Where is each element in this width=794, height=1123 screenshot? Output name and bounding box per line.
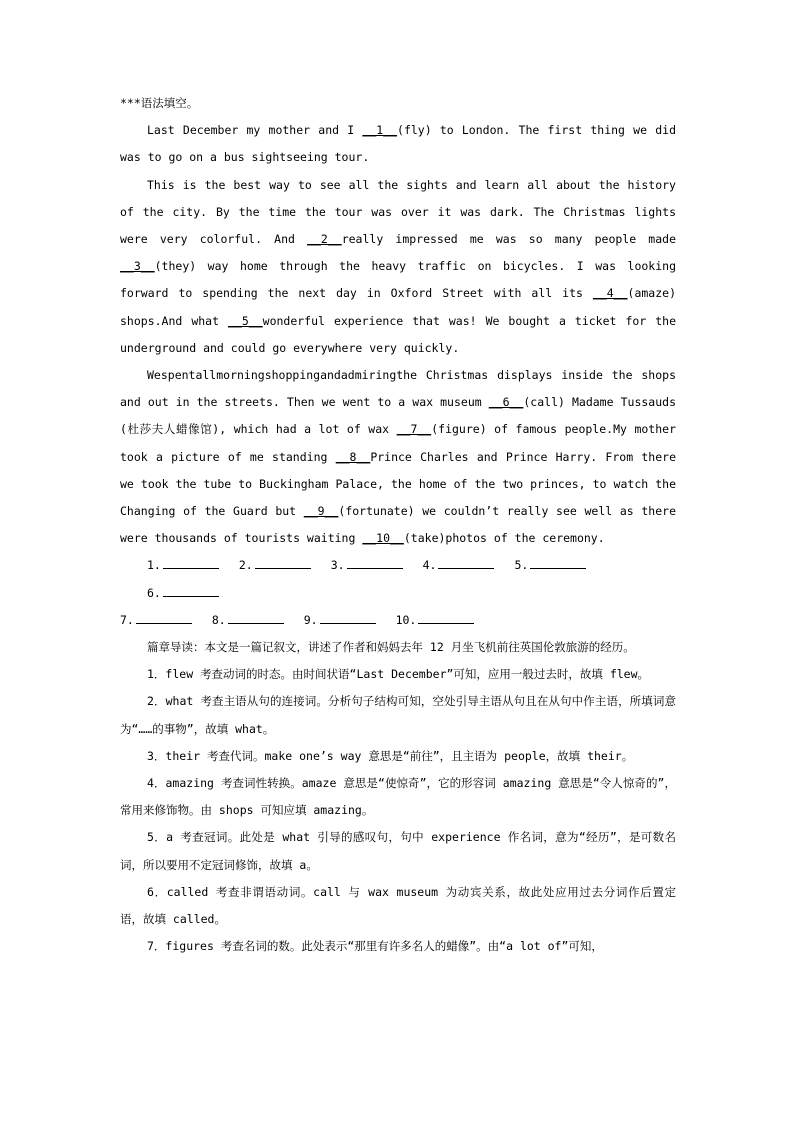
answer-slot[interactable]: 3. [331, 552, 403, 579]
answer-slot[interactable]: 10. [396, 607, 475, 634]
blank-3[interactable]: __3__ [120, 259, 155, 274]
answer-slot[interactable]: 4. [423, 552, 495, 579]
answer-slot[interactable]: 6. [147, 580, 219, 607]
answer-key-2: 2．what 考查主语从句的连接词。分析句子结构可知，空处引导主语从句且在从句中作主语，所填词意为“……的事物”，故填 what。 [120, 694, 676, 736]
answer-slot[interactable]: 1. [147, 552, 219, 579]
blank-5[interactable]: __5__ [228, 313, 263, 328]
answer-key-5: 5．a 考查冠词。此处是 what 引导的感叹句，句中 experience 作名词，意为“经历”，是可数名词，所以要用不定冠词修饰，故填 a。 [120, 830, 676, 872]
blank-6[interactable]: __6__ [488, 395, 524, 410]
answer-slot[interactable]: 9. [304, 607, 376, 634]
answer-slot[interactable]: 2. [239, 552, 311, 579]
answer-key-7: 7．figures 考查名词的数。此处表示“那里有许多名人的蜡像”。由“a lot of”可知， [147, 939, 603, 954]
blank-4[interactable]: __4__ [592, 286, 628, 301]
answer-key-4: 4．amazing 考查词性转换。amaze 意思是“使惊奇”，它的形容词 amazing 意思是“令人惊奇的”，常用来修饰物。由 shops 可知应填 amazing。 [120, 776, 676, 818]
section-heading: ***语法填空。 [120, 96, 199, 110]
answer-slot[interactable]: 5. [514, 552, 586, 579]
blank-9[interactable]: __9__ [303, 504, 339, 519]
answer-key-6: 6．called 考查非谓语动词。call 与 wax museum 为动宾关系，故此处应用过去分词作后置定语，故填 called。 [120, 884, 677, 927]
blank-7[interactable]: __7__ [396, 422, 432, 437]
passage-paragraph-3: Wespentallmorningshoppingandadmiringthe Christmas displays inside the shops and out in the streets. Then we went to a wax museum __6__(call) Madame Tussauds (杜莎夫人蜡像馆), which had a lot of wax __7__(figure) of famous people.My mother took a picture of me standing __8__Prince Charles and Prince Harry. From there we took the tube to Buckingham Palace, the home of the two princes, to watch the Changing of the Guard but __9__(fortunate) we couldn’t really see well as there were thousands of tourists waiting __10__(take)photos of the ceremony. [120, 368, 677, 546]
blank-1[interactable]: __1__ [362, 123, 398, 138]
passage-guide: 篇章导读：本文是一篇记叙文，讲述了作者和妈妈去年 12 月坐飞机前往英国伦敦旅游的经历。 [147, 640, 635, 655]
passage-paragraph-1: Last December my mother and I __1__(fly) to London. The first thing we did was to go on a bus sightseeing tour. [120, 123, 676, 165]
answer-slot[interactable]: 8. [212, 607, 284, 634]
answer-row-1 [120, 552, 676, 606]
answer-key-3: 3．their 考查代词。make one’s way 意思是“前往”，且主语为 people，故填 their。 [147, 748, 634, 763]
blank-2[interactable]: __2__ [307, 232, 342, 247]
passage-paragraph-2: This is the best way to see all the sights and learn all about the history of the city. By the time the tour was over it was dark. The Christmas lights were very colorful. And __2__really impressed me was so many people made __3__(they) way home through the heavy traffic on bicycles. I was looking forward to spending the next day in Oxford Street with all its __4__(amaze) shops.And what __5__wonderful experience that was! We bought a ticket for the underground and could go everywhere very quickly. [120, 177, 676, 355]
document-page [120, 90, 676, 961]
blank-10[interactable]: __10__ [362, 531, 404, 546]
answer-slot[interactable]: 7. [120, 607, 192, 634]
answer-row-2 [120, 607, 676, 634]
answer-key-1: 1．flew 考查动词的时态。由时间状语“Last December”可知，应用一般过去时，故填 flew。 [147, 667, 650, 682]
blank-8[interactable]: __8__ [335, 449, 371, 464]
